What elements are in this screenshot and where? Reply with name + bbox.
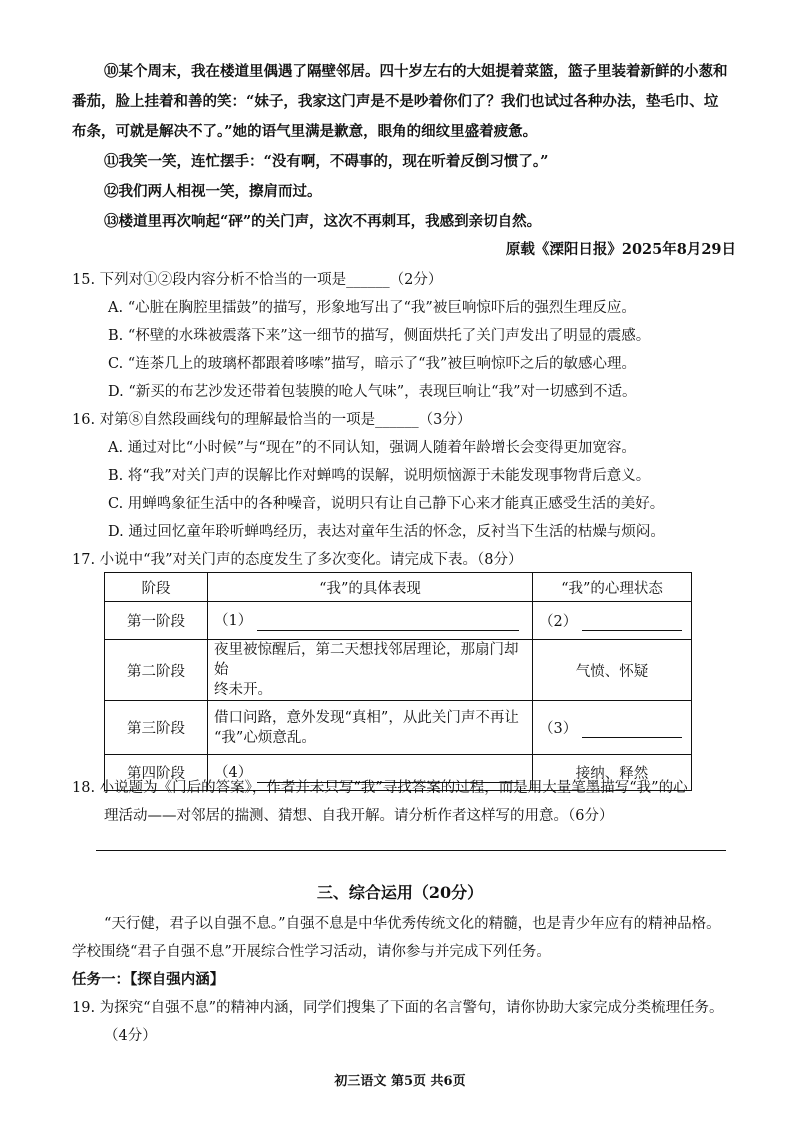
stage-4-label: 第四阶段 <box>105 755 208 791</box>
stage-3-label: 第三阶段 <box>105 701 208 755</box>
passage-p11: ⑪我笑一笑，连忙摆手：“没有啊，不碍事的，现在听着反倒习惯了。” <box>104 153 549 170</box>
stage-2-performance <box>208 640 533 701</box>
q16-option-b: B. 将“我”对关门声的误解比作对蝉鸣的误解，说明烦恼源于未能发现事物背后意义。 <box>108 468 651 484</box>
q16-stem: 16. 对第⑧自然段画线句的理解最恰当的一项是______（3分） <box>72 412 472 428</box>
q17-stem: 17. 小说中“我”对关门声的态度发生了多次变化。请完成下表。（8分） <box>72 552 523 568</box>
stage-3-perf-line1: 借口问路，意外发现“真相”，从此关门声不再让 <box>214 709 519 726</box>
q15-option-a: A. “心脏在胸腔里擂鼓”的描写，形象地写出了“我”被巨响惊吓后的强烈生理反应。 <box>108 300 636 316</box>
stage-3-performance <box>208 701 533 755</box>
table-row <box>105 602 692 640</box>
q16-option-d: D. 通过回忆童年聆听蝉鸣经历，表达对童年生活的怀念，反衬当下生活的枯燥与烦闷。 <box>108 524 665 540</box>
passage-p13: ⑬楼道里再次响起“砰”的关门声，这次不再刺耳，我感到亲切自然。 <box>104 213 542 230</box>
blank-3-label: （3） <box>539 721 578 737</box>
blank-1-line[interactable] <box>257 616 519 631</box>
page-footer: 初三语文 第5页 共6页 <box>334 1074 466 1089</box>
q18-line2: 理活动——对邻居的揣测、猜想、自我开解。请分析作者这样写的用意。（6分） <box>104 808 614 824</box>
stage-4-mental: 接纳、释然 <box>533 755 692 791</box>
passage-p10-line2: 番茄，脸上挂着和善的笑：“妹子，我家这门声是不是吵着你们了？我们也试过各种办法，垫毛巾、垃 <box>72 93 719 110</box>
passage-p12: ⑫我们两人相视一笑，擦肩而过。 <box>104 183 322 200</box>
q18-line1: 18. 小说题为《门后的答案》，作者并未只写“我”寻找答案的过程，而是用大量笔墨描写“我”的心 <box>72 780 688 796</box>
passage-p10-line1: ⑩某个周末，我在楼道里偶遇了隔壁邻居。四十岁左右的大姐提着菜篮，篮子里装着新鲜的小葱和 <box>104 63 728 80</box>
q16-option-a: A. 通过对比“小时候”与“现在”的不同认知，强调人随着年龄增长会变得更加宽容。 <box>108 440 636 456</box>
stage-1-performance <box>208 602 533 640</box>
stage-3-perf-line2: “我”心烦意乱。 <box>214 729 316 746</box>
table-row <box>105 640 692 701</box>
task-1-heading: 任务一：【探自强内涵】 <box>72 971 225 988</box>
q16-option-c: C. 用蝉鸣象征生活中的各种噪音，说明只有让自己静下心来才能真正感受生活的美好。 <box>108 496 665 512</box>
stage-2-mental: 气愤、怀疑 <box>533 640 692 701</box>
blank-1-label: （1） <box>214 612 253 629</box>
q15-option-b: B. “杯壁的水珠被震落下来”这一细节的描写，侧面烘托了关门声发出了明显的震感。 <box>108 328 651 344</box>
stage-2-label: 第二阶段 <box>105 640 208 701</box>
q17-table <box>104 572 692 791</box>
blank-2-label: （2） <box>539 614 578 630</box>
section-3-title: 三、综合运用（20分） <box>316 883 484 902</box>
q18-answer-line[interactable] <box>96 850 726 851</box>
stage-2-perf-line2: 终未开。 <box>214 682 272 698</box>
section-3-intro-line2: 学校围绕“君子自强不息”开展综合性学习活动，请你参与并完成下列任务。 <box>72 944 551 960</box>
q15-stem: 15. 下列对①②段内容分析不恰当的一项是______（2分） <box>72 272 443 288</box>
stage-3-mental <box>533 701 692 755</box>
blank-4-label: （4） <box>214 764 253 781</box>
q19-line2: （4分） <box>104 1028 157 1044</box>
header-performance: “我”的具体表现 <box>208 573 533 602</box>
passage-source: 原载《溧阳日报》2025年8月29日 <box>505 241 736 258</box>
stage-1-mental <box>533 602 692 640</box>
q15-option-d: D. “新买的布艺沙发还带着包装膜的呛人气味”，表现巨响让“我”对一切感到不适。 <box>108 384 637 400</box>
blank-3-line[interactable] <box>582 723 682 738</box>
passage-p10-line3: 布条，可就是解决不了。”她的语气里满是歉意，眼角的细纹里盛着疲惫。 <box>72 123 538 140</box>
header-stage: 阶段 <box>105 573 208 602</box>
table-header-row <box>105 573 692 602</box>
blank-2-line[interactable] <box>582 616 682 631</box>
q19-line1: 19. 为探究“自强不息”的精神内涵，同学们搜集了下面的名言警句，请你协助大家完成分类梳理任务。 <box>72 1000 724 1016</box>
stage-2-perf-line1: 夜里被惊醒后，第二天想找邻居理论，那扇门却始 <box>214 642 519 678</box>
table-row <box>105 701 692 755</box>
stage-1-label: 第一阶段 <box>105 602 208 640</box>
q15-option-c: C. “连茶几上的玻璃杯都跟着哆嗦”描写，暗示了“我”被巨响惊吓之后的敏感心理。 <box>108 356 636 372</box>
header-mental-state: “我”的心理状态 <box>533 573 692 602</box>
section-3-intro-line1: “天行健，君子以自强不息。”自强不息是中华优秀传统文化的精髓，也是青少年应有的精神品格。 <box>104 916 721 932</box>
